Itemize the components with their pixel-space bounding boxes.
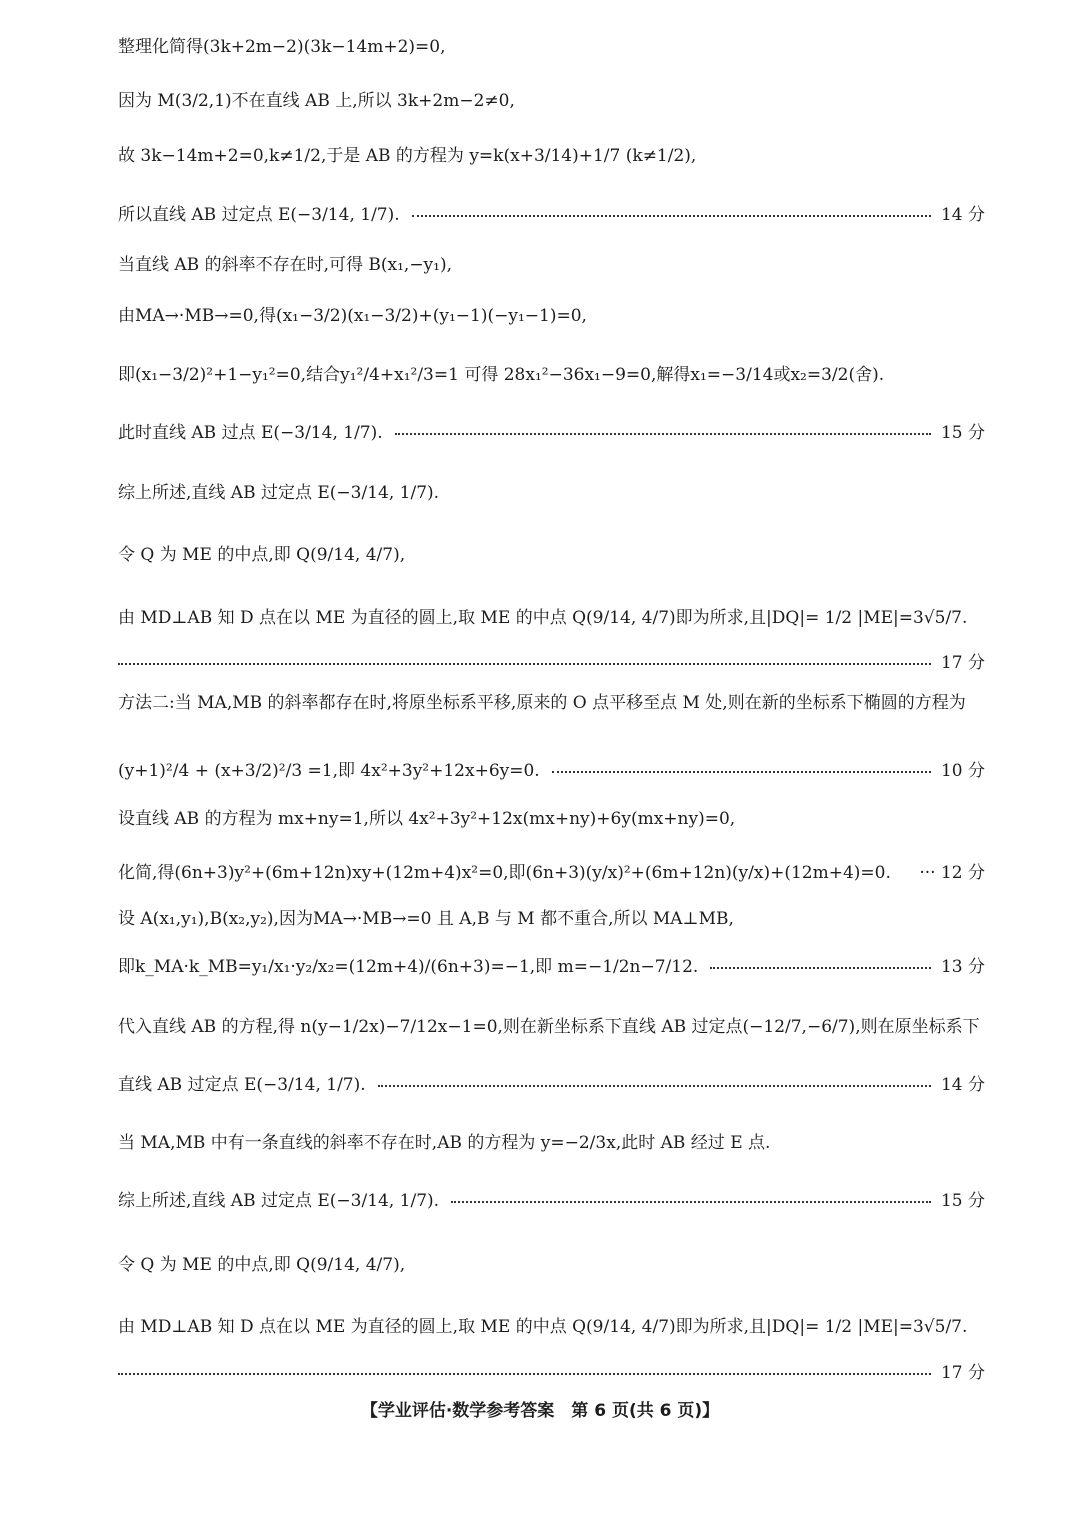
dot-leader — [378, 1085, 931, 1087]
line-text: 当直线 AB 的斜率不存在时,可得 B(x₁,−y₁), — [118, 255, 453, 275]
solution-line — [118, 1128, 985, 1153]
line-text: 令 Q 为 ME 的中点,即 Q(9/14, 4/7), — [118, 1255, 406, 1275]
solution-line — [118, 200, 985, 225]
line-text: 代入直线 AB 的方程,得 n(y−1/2x)−7/12x−1=0,则在新坐标系下直线 AB 过定点(−12/7,−6/7),则在原坐标系下 — [118, 1017, 980, 1037]
line-text: 直线 AB 过定点 E(−3/14, 1/7). — [118, 1075, 366, 1095]
line-text: 即(x₁−3/2)²+1−y₁²=0,结合y₁²/4+x₁²/3=1 可得 28x₁²−36x₁−9=0,解得x₁=−3/14或x₂=3/2(舍). — [118, 365, 885, 385]
solution-line — [118, 32, 985, 57]
solution-line — [118, 1186, 985, 1211]
solution-line — [118, 1312, 985, 1337]
page-footer: 【学业评估·数学参考答案 第 6 页(共 6 页)】 — [360, 1401, 720, 1421]
solution-line — [118, 804, 985, 829]
solution-line — [118, 904, 985, 929]
line-text: 令 Q 为 ME 的中点,即 Q(9/14, 4/7), — [118, 545, 406, 565]
line-text: 即k_MA·k_MB=y₁/x₁·y₂/x₂=(12m+4)/(6n+3)=−1,即 m=−1/2n−7/12. — [118, 957, 699, 977]
solution-line — [118, 1358, 985, 1383]
line-text: 当 MA,MB 中有一条直线的斜率不存在时,AB 的方程为 y=−2/3x,此时 AB 经过 E 点. — [118, 1133, 771, 1153]
line-text: 由MA→·MB→=0,得(x₁−3/2)(x₁−3/2)+(y₁−1)(−y₁−1)=0, — [118, 306, 587, 326]
score-label: 17 分 — [940, 653, 985, 673]
dot-leader — [412, 215, 931, 217]
solution-line — [118, 540, 985, 565]
solution-line — [118, 858, 985, 883]
solution-line — [118, 648, 985, 673]
line-text: 因为 M(3/2,1)不在直线 AB 上,所以 3k+2m−2≠0, — [118, 91, 515, 111]
solution-line — [118, 86, 985, 111]
line-text: (y+1)²/4 + (x+3/2)²/3 =1,即 4x²+3y²+12x+6y=0. — [118, 761, 540, 781]
line-text: 综上所述,直线 AB 过定点 E(−3/14, 1/7). — [118, 483, 440, 503]
line-text: 所以直线 AB 过定点 E(−3/14, 1/7). — [118, 205, 400, 225]
solution-line — [118, 1070, 985, 1095]
dot-leader — [710, 967, 931, 969]
line-text: 整理化简得(3k+2m−2)(3k−14m+2)=0, — [118, 37, 446, 57]
solution-line — [118, 250, 985, 275]
score-label: 14 分 — [940, 205, 985, 225]
solution-line — [118, 418, 985, 443]
solution-line — [118, 952, 985, 977]
dot-leader — [118, 1373, 931, 1375]
line-text: 化简,得(6n+3)y²+(6m+12n)xy+(12m+4)x²=0,即(6n+3)(y/x)²+(6m+12n)(y/x)+(12m+4)=0. — [118, 863, 891, 883]
line-text: 设直线 AB 的方程为 mx+ny=1,所以 4x²+3y²+12x(mx+ny)+6y(mx+ny)=0, — [118, 809, 736, 829]
line-text: 故 3k−14m+2=0,k≠1/2,于是 AB 的方程为 y=k(x+3/14)+1/7 (k≠1/2), — [118, 146, 697, 166]
solution-line — [118, 478, 985, 503]
score-label: 10 分 — [940, 761, 985, 781]
solution-line — [118, 301, 985, 326]
solution-line — [118, 1250, 985, 1275]
solution-line — [118, 141, 985, 166]
line-text: 方法二:当 MA,MB 的斜率都存在时,将原坐标系平移,原来的 O 点平移至点 M 处,则在新的坐标系下椭圆的方程为 — [118, 693, 966, 713]
score-label: 14 分 — [940, 1075, 985, 1095]
line-text: 由 MD⊥AB 知 D 点在以 ME 为直径的圆上,取 ME 的中点 Q(9/14, 4/7)即为所求,且|DQ|= 1/2 |ME|=3√5/7. — [118, 608, 968, 628]
score-label: 17 分 — [940, 1363, 985, 1383]
solution-line — [118, 688, 985, 713]
score-label: 15 分 — [940, 423, 985, 443]
dot-leader — [451, 1201, 931, 1203]
line-text: 此时直线 AB 过点 E(−3/14, 1/7). — [118, 423, 383, 443]
line-text: 设 A(x₁,y₁),B(x₂,y₂),因为MA→·MB→=0 且 A,B 与 M 都不重合,所以 MA⊥MB, — [118, 909, 734, 929]
score-label: 15 分 — [940, 1191, 985, 1211]
solution-line — [118, 603, 985, 628]
solution-line — [118, 360, 985, 385]
dot-leader — [395, 433, 931, 435]
dot-leader — [552, 771, 931, 773]
line-text: 综上所述,直线 AB 过定点 E(−3/14, 1/7). — [118, 1191, 440, 1211]
line-text: 由 MD⊥AB 知 D 点在以 ME 为直径的圆上,取 ME 的中点 Q(9/14, 4/7)即为所求,且|DQ|= 1/2 |ME|=3√5/7. — [118, 1317, 968, 1337]
score-label: ··· 12 分 — [919, 863, 985, 883]
solution-line — [118, 756, 985, 781]
solution-line — [118, 1012, 985, 1037]
dot-leader — [118, 663, 931, 665]
score-label: 13 分 — [940, 957, 985, 977]
